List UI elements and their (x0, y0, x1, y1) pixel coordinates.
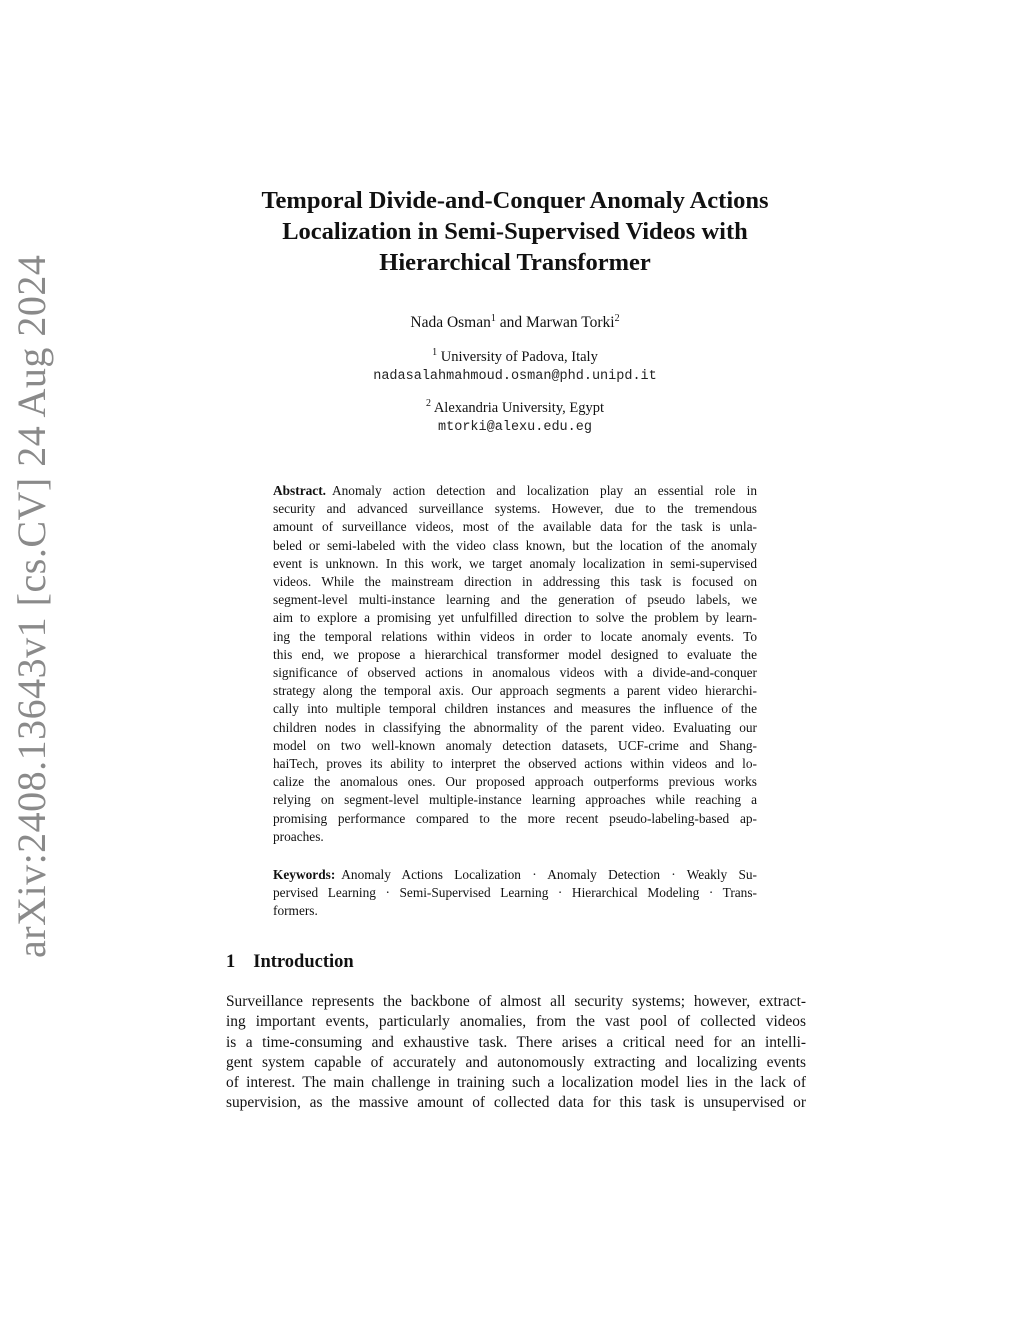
title-line: Localization in Semi-Supervised Videos with (282, 218, 748, 245)
abstract-line: children nodes in classifying the abnormality of the parent video. Evaluating our (273, 719, 757, 735)
body-line: ing important events, particularly anomalies, from the vast pool of collected videos (226, 1013, 806, 1031)
abstract-line: security and advanced surveillance systems. However, due to the tremendous (273, 501, 757, 517)
keywords (273, 866, 757, 921)
affiliation-name: Alexandria University, Egypt (433, 400, 605, 416)
abstract (273, 482, 757, 846)
section-heading (226, 952, 354, 973)
arxiv-identifier: arXiv:2408.13643v1 [cs.CV] 24 Aug 2024 (9, 254, 54, 958)
author-name: Nada Osman (410, 314, 491, 331)
paper-title (200, 185, 830, 278)
abstract-line: segment-level multi-instance learning and the generation of pseudo labels, we (273, 592, 757, 608)
affiliation-marker: 2 (425, 398, 431, 409)
abstract-line: model on two well-known anomaly detection datasets, UCF-crime and Shang- (273, 737, 757, 753)
abstract-line: cally into multiple temporal children instances and measures the influence of the (273, 701, 757, 717)
affiliation-1 (200, 347, 830, 387)
body-line: Surveillance represents the backbone of almost all security systems; however, extract- (226, 993, 806, 1010)
abstract-line: videos. While the mainstream direction in addressing this task is focused on (273, 574, 757, 590)
affiliation-name: University of Padova, Italy (440, 349, 598, 365)
author-affiliation-marker: 1 (490, 313, 496, 324)
abstract-line: event is unknown. In this work, we target anomaly localization in semi-supervised (273, 555, 757, 571)
abstract-line: strategy along the temporal axis. Our approach segments a parent video hierarchi- (273, 683, 757, 699)
abstract-line: haiTech, proves its ability to interpret the observed actions within videos and lo- (273, 756, 757, 772)
section-title: Introduction (253, 952, 354, 972)
abstract-line: amount of surveillance videos, most of the available data for the task is unla- (273, 519, 757, 535)
abstract-line: this end, we propose a hierarchical transformer model designed to evaluate the (273, 646, 757, 662)
abstract-line: Anomaly action detection and localization play an essential role in (332, 483, 757, 498)
abstract-line: proaches. (273, 828, 324, 844)
abstract-line: promising performance compared to the more recent pseudo-labeling-based ap- (273, 810, 757, 826)
author-affiliation-marker: 2 (614, 313, 620, 324)
affiliation-marker: 1 (432, 347, 438, 358)
abstract-line: relying on segment-level multiple-instance learning approaches while reaching a (273, 792, 757, 808)
abstract-line: aim to explore a promising yet unfulfilled direction to solve the problem by learn- (273, 610, 757, 626)
abstract-label: Abstract. (273, 483, 326, 498)
body-line: of interest. The main challenge in training such a localization model lies in the lack of (226, 1074, 806, 1092)
author-connector: and (495, 314, 527, 331)
introduction-paragraph (226, 992, 806, 1114)
abstract-line: beled or semi-labeled with the video class known, but the location of the anomaly (273, 537, 757, 553)
title-line: Hierarchical Transformer (379, 249, 651, 276)
affiliation-2 (200, 398, 830, 438)
keywords-line: formers. (273, 903, 318, 919)
author-list (200, 313, 830, 333)
body-line: gent system capable of accurately and autonomously extracting and localizing events (226, 1053, 806, 1071)
abstract-line: significance of observed actions in anomalous videos with a divide-and-conquer (273, 665, 757, 681)
keywords-line: pervised Learning · Semi-Supervised Learning · Hierarchical Modeling · Trans- (273, 885, 757, 901)
abstract-line: calize the anomalous ones. Our proposed approach outperforms previous works (273, 774, 757, 790)
title-line: Temporal Divide-and-Conquer Anomaly Actions (261, 187, 769, 214)
author-name: Marwan Torki (526, 314, 615, 331)
keywords-line: Anomaly Actions Localization · Anomaly Detection · Weakly Su- (341, 867, 757, 882)
section-number: 1 (226, 952, 236, 972)
body-line: supervision, as the massive amount of collected data for this task is unsupervised or (226, 1094, 806, 1112)
affiliation-email[interactable]: nadasalahmahmoud.osman@phd.unipd.it (373, 369, 657, 384)
abstract-line: ing the temporal relations within videos in order to locate anomaly events. To (273, 628, 757, 644)
affiliation-email[interactable]: mtorki@alexu.edu.eg (438, 420, 592, 435)
keywords-label: Keywords: (273, 867, 336, 882)
body-line: is a time-consuming and exhaustive task. There arises a critical need for an intelli- (226, 1033, 806, 1051)
